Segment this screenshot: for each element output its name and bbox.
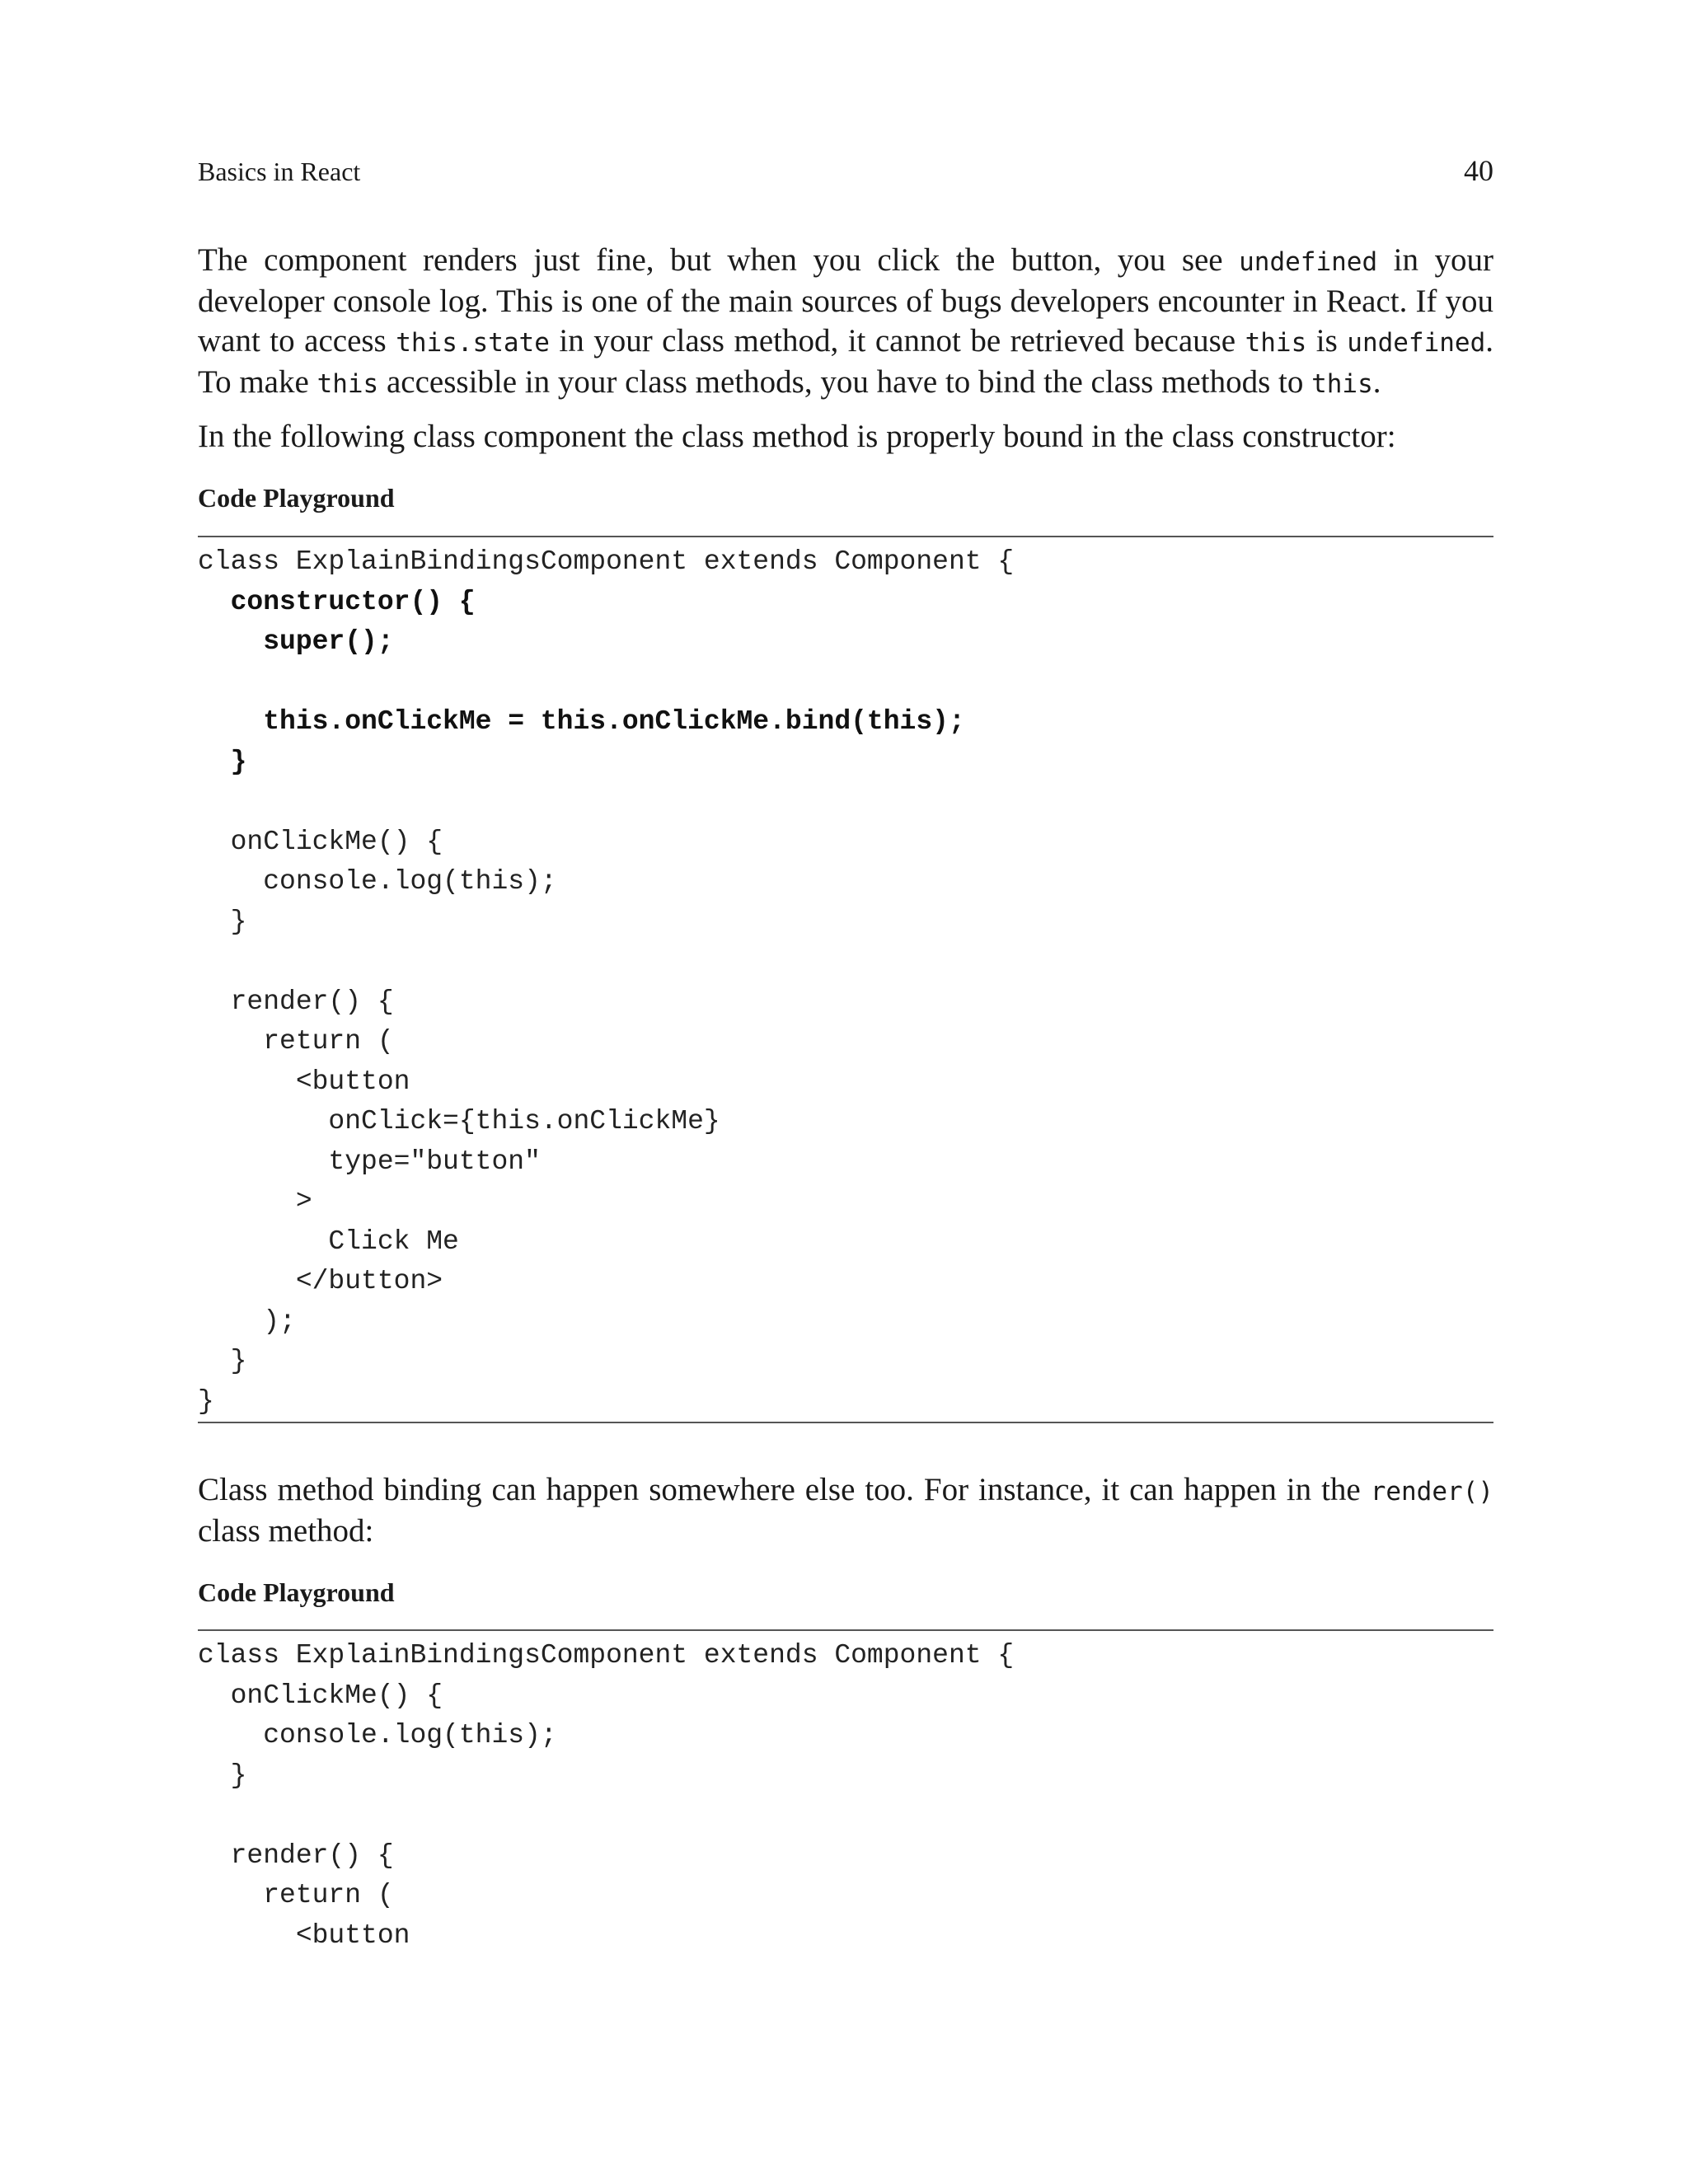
code-line: return ( bbox=[198, 1026, 394, 1057]
code-line: <button bbox=[198, 1066, 410, 1097]
code-line: } bbox=[198, 1385, 214, 1417]
code-line: render() { bbox=[198, 1840, 394, 1871]
code-line: ); bbox=[198, 1305, 296, 1337]
text-run: in your class method, it cannot be retrieved because bbox=[549, 323, 1245, 359]
inline-code: this bbox=[1311, 369, 1373, 399]
text-run: The component renders just fine, but when you click the button, you see bbox=[198, 242, 1240, 278]
paragraph-undefined-this bbox=[198, 241, 1493, 404]
page-number: 40 bbox=[1464, 154, 1493, 187]
paragraph-render-binding bbox=[198, 1470, 1493, 1551]
code-line: onClick={this.onClickMe} bbox=[198, 1106, 720, 1137]
code-line: } bbox=[198, 746, 247, 777]
paragraph-constructor-binding: In the following class component the class method is properly bound in the class constructor: bbox=[198, 419, 1396, 454]
text-run: . To make bbox=[198, 323, 1494, 400]
code-line: Click Me bbox=[198, 1226, 459, 1257]
code-playground-label: Code Playground bbox=[198, 1577, 395, 1607]
running-header bbox=[198, 153, 1493, 193]
text-run: is bbox=[1306, 323, 1348, 359]
code-line: this.onClickMe = this.onClickMe.bind(this); bbox=[198, 706, 965, 737]
code-line: class ExplainBindingsComponent extends Component { bbox=[198, 1640, 1015, 1671]
code-line bbox=[198, 1796, 1493, 1836]
inline-code: undefined bbox=[1347, 328, 1486, 358]
code-line: } bbox=[198, 906, 247, 937]
text-run: in your developer console log. This is one of the main sources of bugs developers encounter in React. If you want to access bbox=[198, 242, 1493, 359]
code-line: console.log(this); bbox=[198, 1720, 557, 1750]
text-run: accessible in your class methods, you have to bind the class methods to bbox=[378, 364, 1312, 400]
code-line: type="button" bbox=[198, 1146, 541, 1177]
code-line: onClickMe() { bbox=[198, 826, 443, 857]
inline-code: render() bbox=[1370, 1477, 1493, 1507]
code-line: } bbox=[198, 1760, 247, 1791]
code-block-render-binding bbox=[198, 1629, 1493, 1956]
inline-code: this bbox=[316, 369, 379, 399]
code-line: super(); bbox=[198, 626, 394, 657]
code-line bbox=[198, 942, 1493, 982]
inline-code: undefined bbox=[1239, 247, 1378, 277]
chapter-title: Basics in React bbox=[198, 157, 361, 186]
inline-code: this bbox=[1245, 328, 1307, 358]
code-line: class ExplainBindingsComponent extends Component { bbox=[198, 546, 1015, 577]
code-line: constructor() { bbox=[198, 586, 476, 617]
code-line bbox=[198, 782, 1493, 823]
code-line: render() { bbox=[198, 986, 394, 1017]
code-line bbox=[198, 663, 1493, 703]
code-block-constructor-binding bbox=[198, 536, 1493, 1423]
code-line: </button> bbox=[198, 1266, 443, 1296]
code-line: > bbox=[198, 1186, 312, 1216]
code-line: onClickMe() { bbox=[198, 1680, 443, 1711]
code-playground-label: Code Playground bbox=[198, 483, 395, 513]
document-page bbox=[198, 0, 1493, 2184]
text-run: . bbox=[1372, 364, 1381, 400]
text-run: class method: bbox=[198, 1513, 374, 1549]
inline-code: this.state bbox=[396, 328, 550, 358]
code-line: } bbox=[198, 1346, 247, 1376]
code-line: console.log(this); bbox=[198, 866, 557, 897]
code-line: return ( bbox=[198, 1880, 394, 1910]
text-run: Class method binding can happen somewhere else too. For instance, it can happen in the bbox=[198, 1472, 1371, 1507]
code-line: <button bbox=[198, 1919, 410, 1951]
